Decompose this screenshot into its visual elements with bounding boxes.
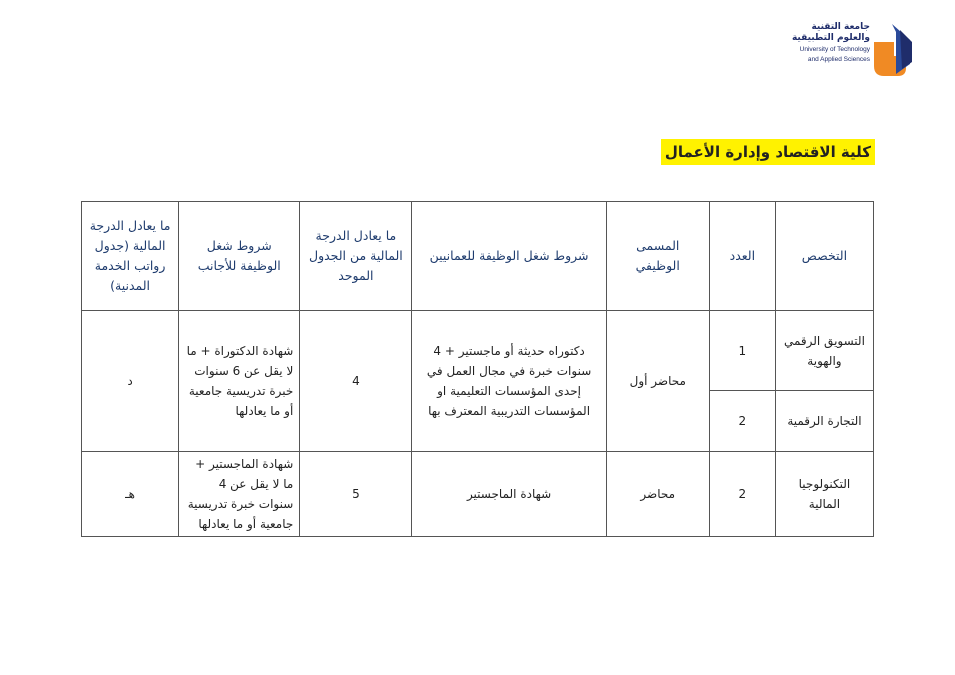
cell-count: 1 [709,311,775,391]
header-foreign-conditions: شروط شغل الوظيفة للأجانب [179,202,300,311]
header-grade-civil: ما يعادل الدرجة المالية (جدول رواتب الخدمة المدنية) [82,202,179,311]
header-grade-unified: ما يعادل الدرجة المالية من الجدول الموحد [300,202,412,311]
cell-specialization: التكنولوجيا المالية [775,452,873,537]
logo-text [784,22,870,64]
cell-specialization: التسويق الرقمي والهوية [775,311,873,391]
cell-foreign-conditions: شهادة الدكتوراة + ما لا يقل عن 6 سنوات خبرة تدريسية جامعية أو ما يعادلها [179,311,300,452]
cell-job-title: محاضر أول [606,311,709,452]
logo-name-en-2: and Applied Sciences [807,56,870,63]
logo-name-en-1: University of Technology [799,46,870,53]
cell-omani-conditions: شهادة الماجستير [412,452,606,537]
cell-count: 2 [709,391,775,452]
logo-name-ar-2: والعلوم التطبيقية [791,33,870,43]
header-specialization: التخصص [775,202,873,311]
cell-omani-conditions: دكتوراه حديثة أو ماجستير + 4 سنوات خبرة في مجال العمل في إحدى المؤسسات التعليمية او المؤسسات التدريبية المعترف بها [412,311,606,452]
header-job-title: المسمى الوظيفي [606,202,709,311]
cell-foreign-conditions: شهادة الماجستير + ما لا يقل عن 4 سنوات خبرة تدريسية جامعية أو ما يعادلها [179,452,300,537]
cell-grade-civil: د [82,311,179,452]
logo-mark-icon [872,22,914,80]
logo-name-ar-1: جامعة التقنية [811,22,870,32]
table-row [82,311,874,391]
header-count: العدد [709,202,775,311]
cell-grade-civil: هـ [82,452,179,537]
table-header-row [82,202,874,311]
cell-grade-unified: 4 [300,311,412,452]
cell-specialization: التجارة الرقمية [775,391,873,452]
header-omani-conditions: شروط شغل الوظيفة للعمانيين [412,202,606,311]
cell-grade-unified: 5 [300,452,412,537]
table-row [82,452,874,537]
university-logo [784,22,914,80]
cell-count: 2 [709,452,775,537]
faculty-heading: كلية الاقتصاد وإدارة الأعمال [661,139,875,165]
vacancies-table [81,201,874,537]
cell-job-title: محاضر [606,452,709,537]
